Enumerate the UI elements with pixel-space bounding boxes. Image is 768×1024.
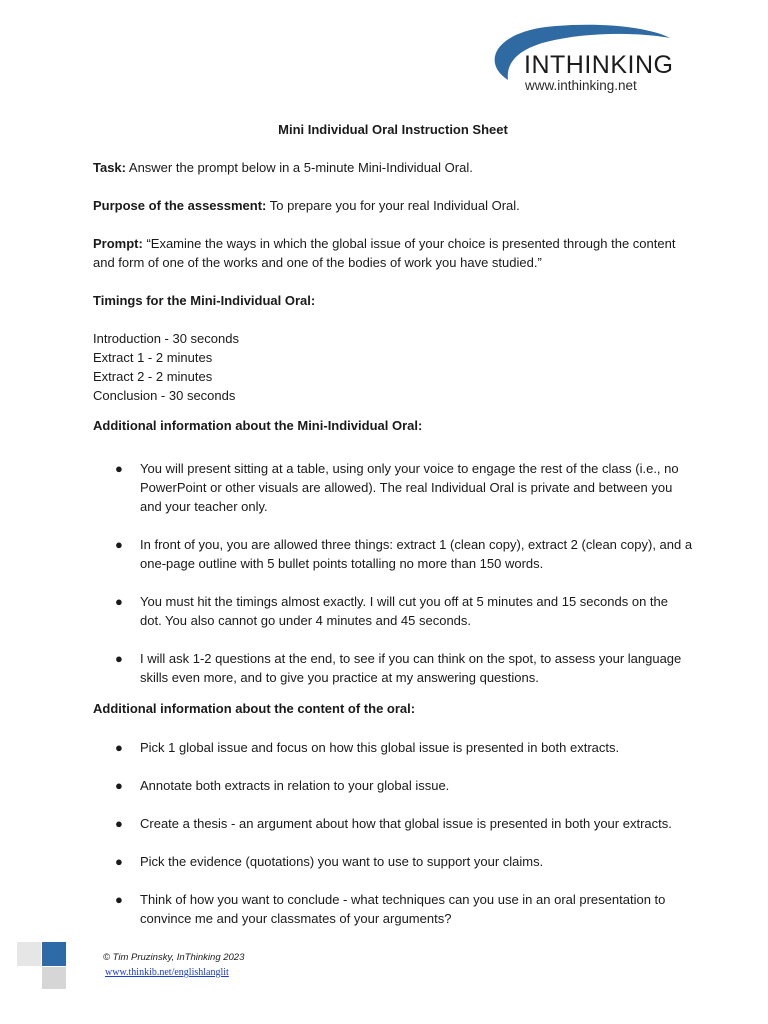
prompt-text: “Examine the ways in which the global issue of your choice is presented through the content and form of one of the works and one of the bodies of work you have studied.” bbox=[93, 236, 676, 270]
footer-square-blue bbox=[42, 942, 66, 966]
bullet-icon: ● bbox=[115, 594, 123, 609]
additional-heading: Additional information about the Mini-Individual Oral: bbox=[93, 418, 423, 433]
timing-item: Conclusion - 30 seconds bbox=[93, 388, 236, 403]
logo-wordmark: INTHINKING bbox=[524, 51, 674, 79]
list-item bbox=[93, 776, 693, 795]
bullet-icon: ● bbox=[115, 892, 123, 907]
list-item-text: Create a thesis - an argument about how that global issue is presented in both your extracts. bbox=[140, 816, 672, 831]
list-item bbox=[93, 459, 693, 516]
document-body bbox=[93, 120, 693, 928]
task-label: Task: bbox=[93, 160, 126, 175]
bullet-icon: ● bbox=[115, 651, 123, 666]
content-list bbox=[93, 738, 693, 928]
list-item bbox=[93, 814, 693, 833]
list-item-text: Pick the evidence (quotations) you want to use to support your claims. bbox=[140, 854, 544, 869]
list-item bbox=[93, 852, 693, 871]
list-item bbox=[93, 738, 693, 757]
list-item-text: You will present sitting at a table, using only your voice to engage the rest of the class (i.e., no PowerPoint or other visuals are allowed). The real Individual Oral is private and between you and your teacher only. bbox=[140, 461, 679, 514]
footer-copyright: © Tim Pruzinsky, InThinking 2023 bbox=[103, 952, 245, 963]
bullet-icon: ● bbox=[115, 537, 123, 552]
footer-link[interactable]: www.thinkib.net/englishlanglit bbox=[105, 967, 229, 978]
prompt-label: Prompt: bbox=[93, 236, 143, 251]
timing-item: Extract 2 - 2 minutes bbox=[93, 369, 213, 384]
list-item-text: In front of you, you are allowed three things: extract 1 (clean copy), extract 2 (clean copy), and a one-page outline with 5 bullet points totalling no more than 150 words. bbox=[140, 537, 693, 571]
timing-item: Extract 1 - 2 minutes bbox=[93, 350, 213, 365]
document-title: Mini Individual Oral Instruction Sheet bbox=[278, 122, 508, 137]
list-item-text: I will ask 1-2 questions at the end, to see if you can think on the spot, to assess your language skills even more, and to give you practice at my answering questions. bbox=[140, 651, 682, 685]
additional-list bbox=[93, 459, 693, 687]
content-heading: Additional information about the content of the oral: bbox=[93, 701, 416, 716]
bullet-icon: ● bbox=[115, 778, 123, 793]
bullet-icon: ● bbox=[115, 461, 123, 476]
timing-item: Introduction - 30 seconds bbox=[93, 331, 239, 346]
logo-url: www.inthinking.net bbox=[525, 78, 637, 93]
list-item bbox=[93, 890, 693, 928]
footer-square-grey bbox=[42, 967, 66, 989]
timings-heading: Timings for the Mini-Individual Oral: bbox=[93, 293, 316, 308]
purpose-text: To prepare you for your real Individual Oral. bbox=[266, 198, 520, 213]
footer-square-light bbox=[17, 942, 41, 966]
timings-list bbox=[93, 329, 693, 405]
list-item bbox=[93, 592, 693, 630]
list-item-text: Pick 1 global issue and focus on how this global issue is presented in both extracts. bbox=[140, 740, 620, 755]
list-item-text: You must hit the timings almost exactly. I will cut you off at 5 minutes and 15 seconds on the dot. You also cannot go under 4 minutes and 45 seconds. bbox=[140, 594, 668, 628]
bullet-icon: ● bbox=[115, 854, 123, 869]
bullet-icon: ● bbox=[115, 816, 123, 831]
list-item-text: Think of how you want to conclude - what techniques can you use in an oral presentation to convince me and your classmates of your arguments? bbox=[140, 892, 666, 926]
inthinking-logo bbox=[486, 20, 672, 96]
task-text: Answer the prompt below in a 5-minute Mini-Individual Oral. bbox=[126, 160, 473, 175]
bullet-icon: ● bbox=[115, 740, 123, 755]
list-item bbox=[93, 649, 693, 687]
task-paragraph bbox=[93, 158, 693, 177]
purpose-paragraph bbox=[93, 196, 693, 215]
prompt-paragraph bbox=[93, 234, 693, 272]
purpose-label: Purpose of the assessment: bbox=[93, 198, 267, 213]
list-item bbox=[93, 535, 693, 573]
list-item-text: Annotate both extracts in relation to your global issue. bbox=[140, 778, 450, 793]
